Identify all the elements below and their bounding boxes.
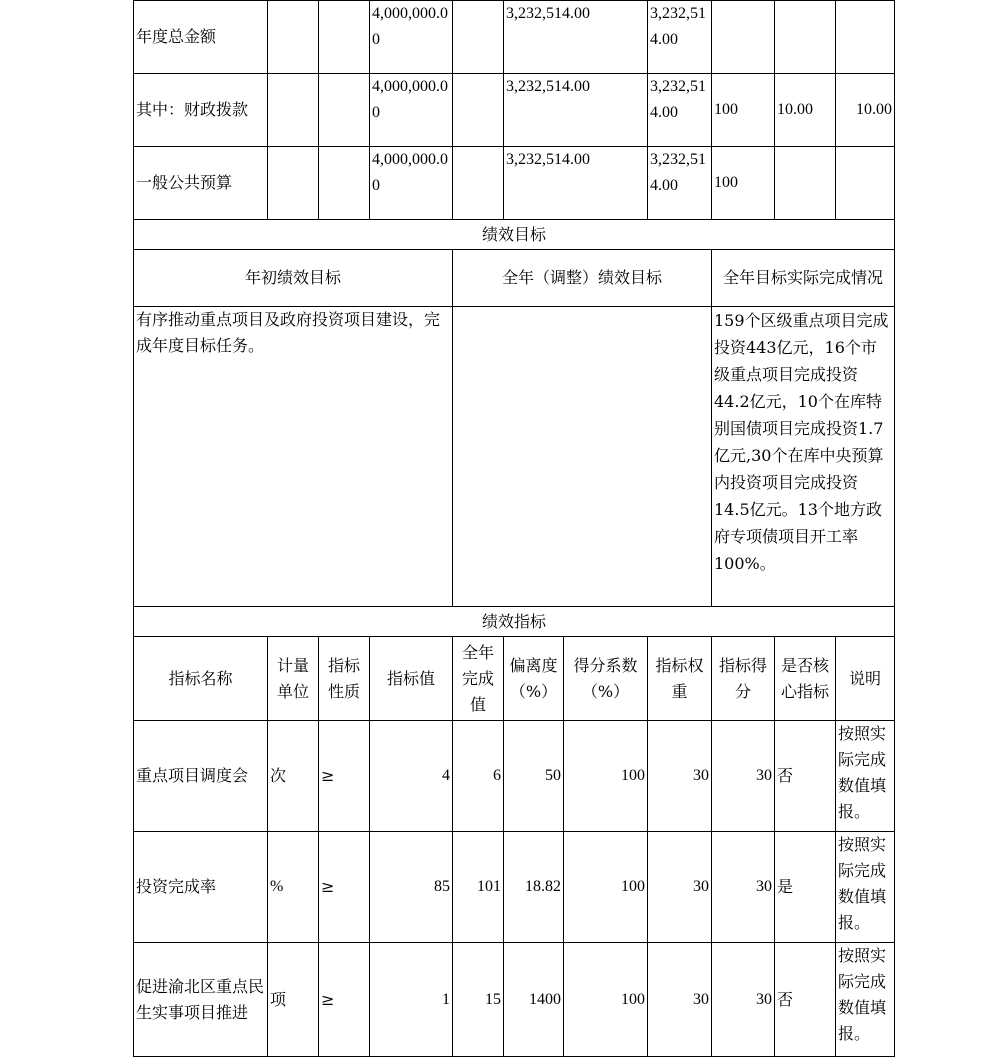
header-weight: 指标权重 <box>648 637 712 721</box>
funding-adjusted: 3,232,514.00 <box>504 74 648 147</box>
funding-budget: 4,000,000.00 <box>370 1 453 74</box>
indicator-name: 重点项目调度会 <box>134 721 268 832</box>
header-coef: 得分系数（%） <box>564 637 648 721</box>
funding-row <box>134 147 895 220</box>
indicator-actual: 101 <box>453 832 504 943</box>
funding-rate <box>775 1 836 74</box>
funding-score-weight: 100 <box>712 74 775 147</box>
indicator-row <box>134 943 895 1057</box>
indicator-name: 促进渝北区重点民生实事项目推进 <box>134 943 268 1057</box>
funding-row <box>134 1 895 74</box>
header-core: 是否核心指标 <box>775 637 836 721</box>
indicator-core: 否 <box>775 943 836 1057</box>
funding-executed: 3,232,514.00 <box>648 74 712 147</box>
goals-initial-text: 有序推动重点项目及政府投资项目建设，完成年度目标任务。 <box>134 307 453 607</box>
indicator-note: 按照实际完成数值填报。 <box>836 943 895 1057</box>
indicator-score: 30 <box>712 832 775 943</box>
funding-score: 10.00 <box>836 74 895 147</box>
indicator-name: 投资完成率 <box>134 832 268 943</box>
indicator-nature: ≥ <box>319 832 370 943</box>
funding-score <box>836 147 895 220</box>
funding-rate <box>775 147 836 220</box>
indicator-weight: 30 <box>648 721 712 832</box>
indicator-deviation: 1400 <box>504 943 564 1057</box>
funding-score <box>836 1 895 74</box>
indicators-section-title: 绩效指标 <box>134 607 895 637</box>
indicator-nature: ≥ <box>319 943 370 1057</box>
funding-adjusted: 3,232,514.00 <box>504 1 648 74</box>
funding-rate: 10.00 <box>775 74 836 147</box>
header-score: 指标得分 <box>712 637 775 721</box>
indicator-weight: 30 <box>648 832 712 943</box>
header-deviation: 偏离度（%） <box>504 637 564 721</box>
indicator-row <box>134 832 895 943</box>
indicator-coef: 100 <box>564 832 648 943</box>
funding-adjusted: 3,232,514.00 <box>504 147 648 220</box>
indicator-coef: 100 <box>564 721 648 832</box>
goals-header-adjusted: 全年（调整）绩效目标 <box>453 250 712 307</box>
indicator-actual: 6 <box>453 721 504 832</box>
header-unit: 计量单位 <box>268 637 319 721</box>
goals-adjusted-text <box>453 307 712 607</box>
indicator-deviation: 50 <box>504 721 564 832</box>
funding-score-weight <box>712 1 775 74</box>
indicator-note: 按照实际完成数值填报。 <box>836 721 895 832</box>
funding-score-weight: 100 <box>712 147 775 220</box>
funding-name: 其中：财政拨款 <box>134 74 268 147</box>
indicator-core: 否 <box>775 721 836 832</box>
funding-row <box>134 74 895 147</box>
goals-actual-text: 159个区级重点项目完成投资443亿元，16个市级重点项目完成投资44.2亿元，10个在库特别国债项目完成投资1.7亿元,30个在库中央预算内投资项目完成投资14.5亿元。13个地方政府专项债项目开工率100%。 <box>712 307 895 607</box>
goals-header-initial: 年初绩效目标 <box>134 250 453 307</box>
performance-table <box>133 0 895 1057</box>
header-value: 指标值 <box>370 637 453 721</box>
indicator-weight: 30 <box>648 943 712 1057</box>
funding-executed: 3,232,514.00 <box>648 1 712 74</box>
indicator-core: 是 <box>775 832 836 943</box>
indicator-note: 按照实际完成数值填报。 <box>836 832 895 943</box>
header-actual: 全年完成值 <box>453 637 504 721</box>
indicators-header-row <box>134 637 895 721</box>
header-nature: 指标性质 <box>319 637 370 721</box>
indicator-score: 30 <box>712 943 775 1057</box>
header-note: 说明 <box>836 637 895 721</box>
funding-budget: 4,000,000.00 <box>370 74 453 147</box>
funding-name: 年度总金额 <box>134 1 268 74</box>
goals-section-title: 绩效目标 <box>134 220 895 250</box>
indicator-value: 85 <box>370 832 453 943</box>
indicator-value: 1 <box>370 943 453 1057</box>
funding-name: 一般公共预算 <box>134 147 268 220</box>
indicator-row <box>134 721 895 832</box>
indicator-coef: 100 <box>564 943 648 1057</box>
indicator-deviation: 18.82 <box>504 832 564 943</box>
indicator-nature: ≥ <box>319 721 370 832</box>
goals-header-actual: 全年目标实际完成情况 <box>712 250 895 307</box>
indicator-score: 30 <box>712 721 775 832</box>
indicator-unit: % <box>268 832 319 943</box>
header-name: 指标名称 <box>134 637 268 721</box>
indicator-unit: 项 <box>268 943 319 1057</box>
funding-budget: 4,000,000.00 <box>370 147 453 220</box>
indicator-actual: 15 <box>453 943 504 1057</box>
indicator-unit: 次 <box>268 721 319 832</box>
funding-executed: 3,232,514.00 <box>648 147 712 220</box>
indicator-value: 4 <box>370 721 453 832</box>
